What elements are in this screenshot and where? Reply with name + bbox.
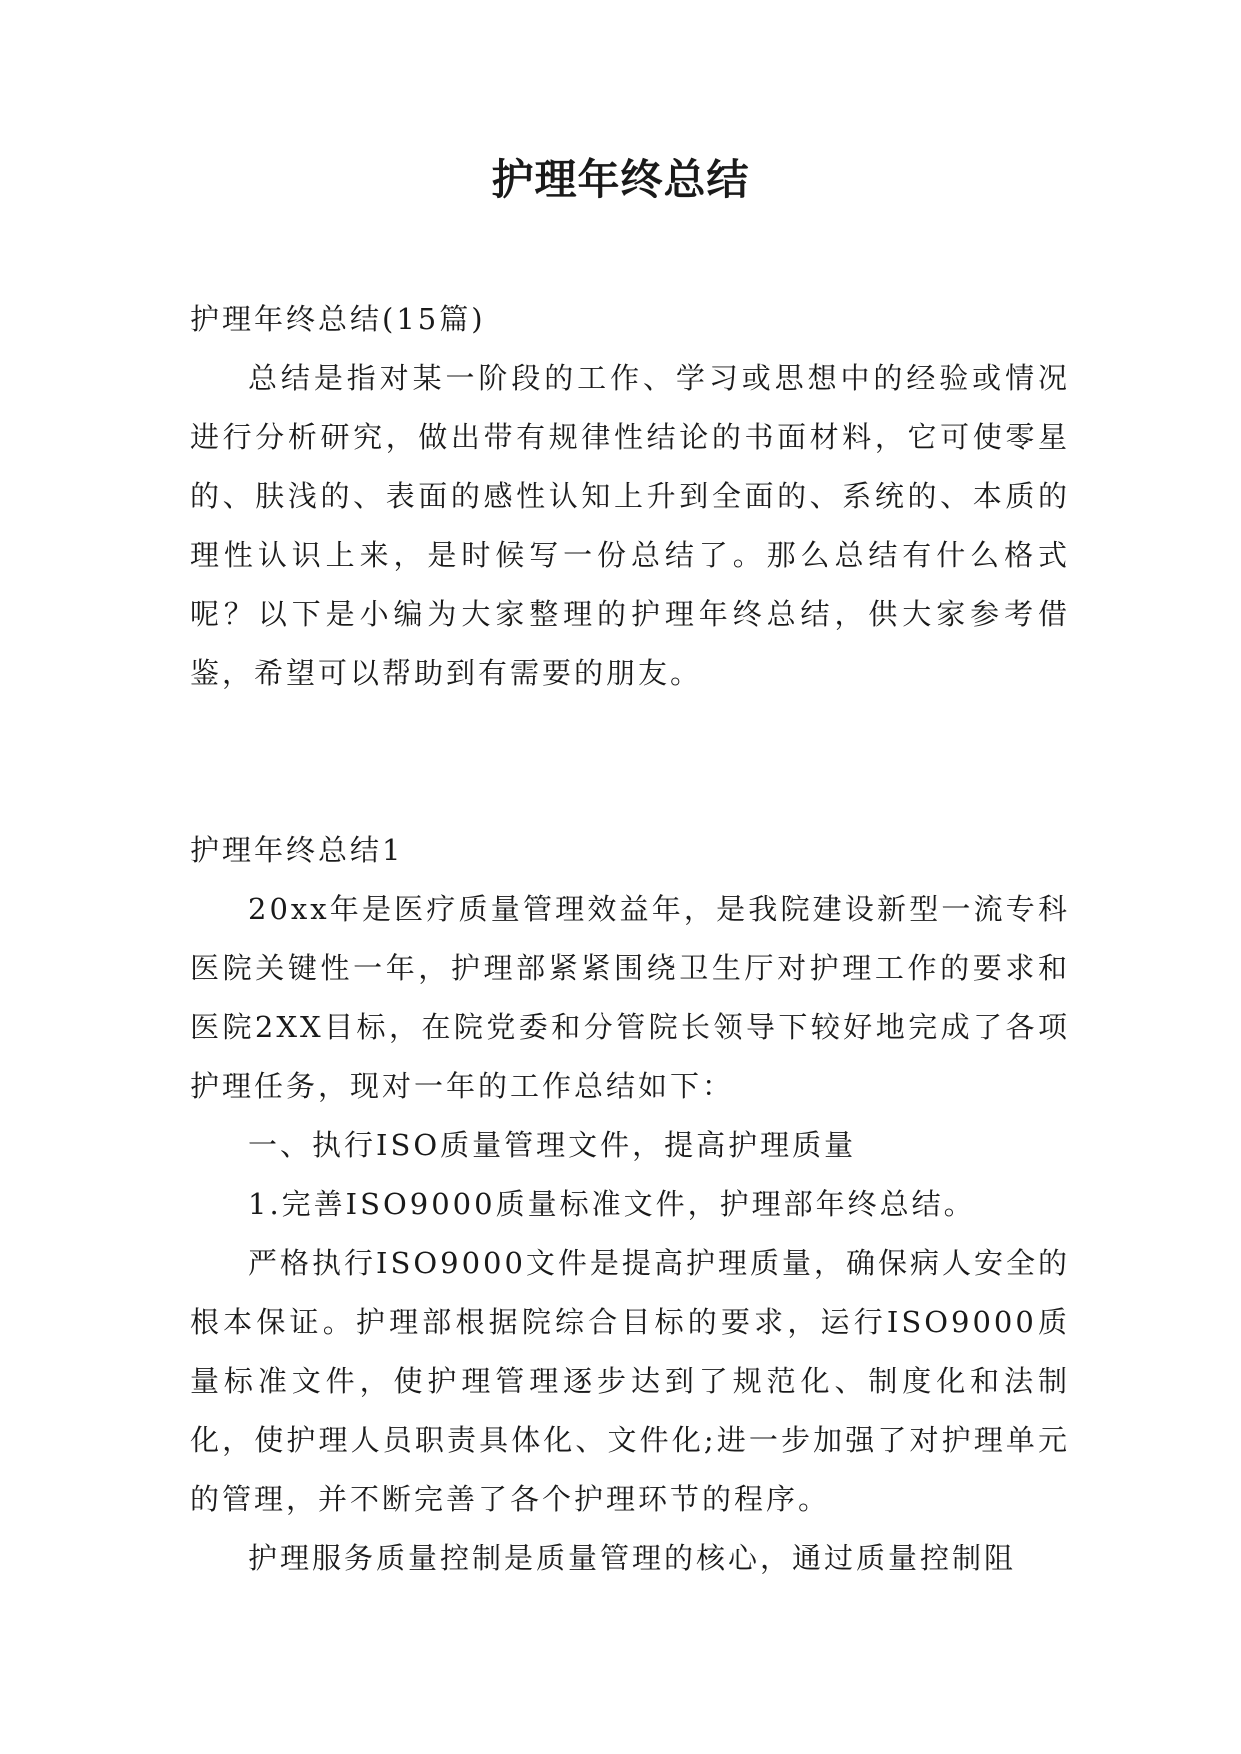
document-subtitle: 护理年终总结(15篇) (190, 302, 486, 336)
document-body (190, 290, 1070, 1588)
section-spacer (190, 703, 1070, 821)
body-paragraph: 严格执行ISO9000文件是提高护理质量，确保病人安全的根本保证。护理部根据院综合目标的要求，运行ISO9000质量标准文件，使护理管理逐步达到了规范化、制度化和法制化，使护理人员职责具体化、文件化;进一步加强了对护理单元的管理，并不断完善了各个护理环节的程序。 (190, 1246, 1070, 1516)
body-paragraph: 1.完善ISO9000质量标准文件，护理部年终总结。 (248, 1187, 976, 1221)
body-paragraph: 一、执行ISO质量管理文件，提高护理质量 (248, 1128, 857, 1162)
intro-paragraph: 总结是指对某一阶段的工作、学习或思想中的经验或情况进行分析研究，做出带有规律性结论的书面材料，它可使零星的、肤浅的、表面的感性认知上升到全面的、系统的、本质的理性认识上来，是时候写一份总结了。那么总结有什么格式呢？以下是小编为大家整理的护理年终总结，供大家参考借鉴，希望可以帮助到有需要的朋友。 (190, 361, 1070, 690)
body-paragraph: 20xx年是医疗质量管理效益年，是我院建设新型一流专科医院关键性一年，护理部紧紧围绕卫生厅对护理工作的要求和医院2XX目标，在院党委和分管院长领导下较好地完成了各项护理任务，现对一年的工作总结如下： (190, 892, 1070, 1103)
document-title: 护理年终总结 (491, 155, 750, 204)
body-paragraph: 护理服务质量控制是质量管理的核心，通过质量控制阻 (248, 1541, 1017, 1575)
section-heading: 护理年终总结1 (190, 833, 404, 867)
